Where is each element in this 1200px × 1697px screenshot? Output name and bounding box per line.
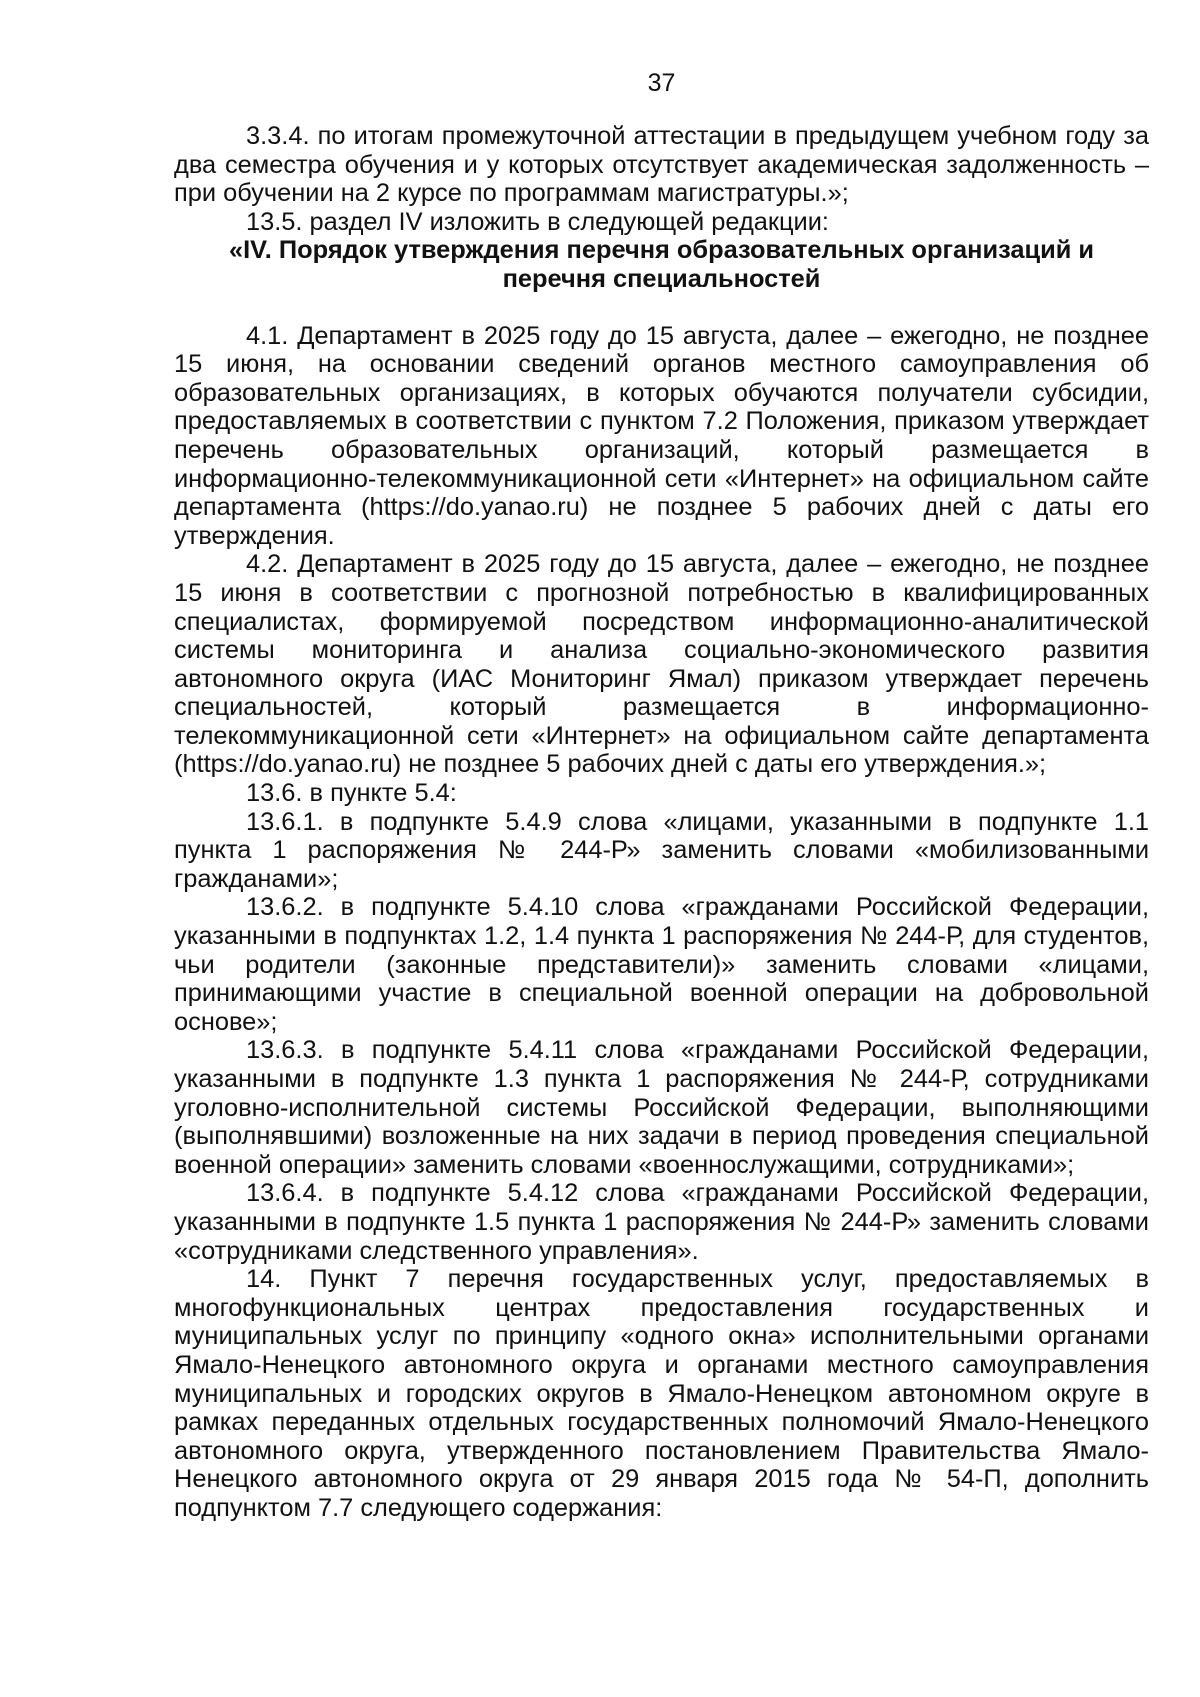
document-body xyxy=(174,122,1149,1523)
paragraph-4-1: 4.1. Департамент в 2025 году до 15 августа, далее – ежегодно, не позднее 15 июня, на основании сведений органов местного самоуправления об образовательных организациях, в которых обучаются получатели субсидии, предоставляемых в соответствии с пунктом 7.2 Положения, приказом утверждает перечень образовательных организаций, который размещается в информационно-телекоммуникационной сети «Интернет» на официальном сайте департамента (https://do.yanao.ru) не позднее 5 рабочих дней с даты его утверждения. xyxy=(174,321,1149,550)
page-number: 37 xyxy=(647,69,676,97)
paragraph-13-6-3: 13.6.3. в подпункте 5.4.11 слова «гражданами Российской Федерации, указанными в подпункте 1.3 пункта 1 распоряжения № 244-Р, сотрудниками уголовно-исполнительной системы Российской Федерации, выполняющими (выполнявшими) возложенные на них задачи в период проведения специальной военной операции» заменить словами «военнослужащими, сотрудниками»; xyxy=(174,1036,1149,1179)
paragraph-13-6: 13.6. в пункте 5.4: xyxy=(246,779,457,808)
section-heading-iv: «IV. Порядок утверждения перечня образовательных организаций и перечня специальностей xyxy=(229,236,1094,293)
paragraph-13-6-2: 13.6.2. в подпункте 5.4.10 слова «гражданами Российской Федерации, указанными в подпунктах 1.2, 1.4 пункта 1 распоряжения № 244-Р, для студентов, чьи родители (законные представители)» заменить словами «лицами, принимающими участие в специальной военной операции на добровольной основе»; xyxy=(174,893,1149,1036)
paragraph-13-6-4: 13.6.4. в подпункте 5.4.12 слова «гражданами Российской Федерации, указанными в подпункте 1.5 пункта 1 распоряжения № 244-Р» заменить словами «сотрудниками следственного управления». xyxy=(174,1179,1149,1265)
paragraph-4-2: 4.2. Департамент в 2025 году до 15 августа, далее – ежегодно, не позднее 15 июня в соответствии с прогнозной потребностью в квалифицированных специалистах, формируемой посредством информационно-аналитической системы мониторинга и анализа социально-экономического развития автономного округа (ИАС Мониторинг Ямал) приказом утверждает перечень специальностей, который размещается в информационно-телекоммуникационной сети «Интернет» на официальном сайте департамента (https://do.yanao.ru) не позднее 5 рабочих дней с даты его утверждения.»; xyxy=(174,550,1149,779)
paragraph-3-3-4: 3.3.4. по итогам промежуточной аттестации в предыдущем учебном году за два семестра обучения и у которых отсутствует академическая задолженность – при обучении на 2 курсе по программам магистратуры.»; xyxy=(174,122,1149,208)
paragraph-13-5: 13.5. раздел IV изложить в следующей редакции: xyxy=(246,207,829,236)
paragraph-13-6-1: 13.6.1. в подпункте 5.4.9 слова «лицами, указанными в подпункте 1.1 пункта 1 распоряжения № 244-Р» заменить словами «мобилизованными гражданами»; xyxy=(174,807,1149,893)
paragraph-14: 14. Пункт 7 перечня государственных услуг, предоставляемых в многофункциональных центрах предоставления государственных и муниципальных услуг по принципу «одного окна» исполнительными органами Ямало-Ненецкого автономного округа и органами местного самоуправления муниципальных и городских округов в Ямало-Ненецком автономном округе в рамках переданных отдельных государственных полномочий Ямало-Ненецкого автономного округа, утвержденного постановлением Правительства Ямало-Ненецкого автономного округа от 29 января 2015 года № 54-П, дополнить подпунктом 7.7 следующего содержания: xyxy=(174,1265,1149,1522)
